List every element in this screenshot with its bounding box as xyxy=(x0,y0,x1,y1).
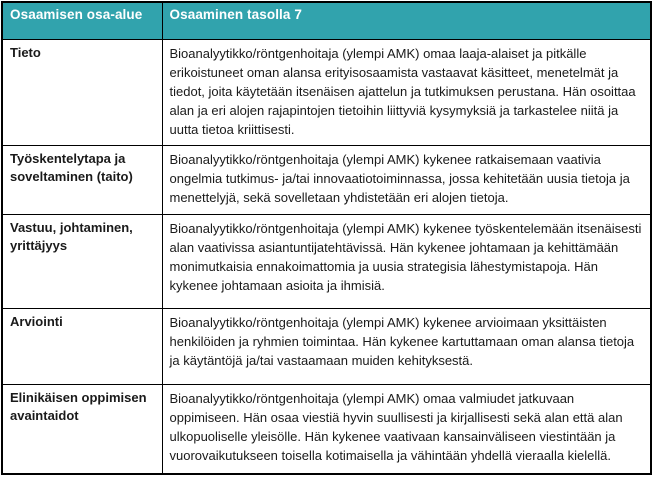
row-area-label: Arviointi xyxy=(2,308,162,384)
row-description: Bioanalyytikko/röntgenhoitaja (ylempi AMK) omaa laaja-alaiset ja pitkälle erikoistuneet oman alansa erityisosaamista vastaavat käsitteet, menetelmät ja tiedot, joita käytetään itsenäisen ajattelun ja tutkimuksen perustana. Hän osoittaa alan ja eri alojen rajapintojen tietoihin liittyviä kysymyksiä ja tarkastelee niitä ja uutta tietoa kriittisesti. xyxy=(162,39,651,145)
header-cell-tasolla-7: Osaaminen tasolla 7 xyxy=(162,2,651,39)
row-area-label: Työskentelytapa ja soveltaminen (taito) xyxy=(2,145,162,214)
row-area-label: Vastuu, johtaminen, yrittäjyys xyxy=(2,214,162,308)
table-row-elinikainen xyxy=(2,384,651,474)
row-description: Bioanalyytikko/röntgenhoitaja (ylempi AMK) omaa valmiudet jatkuvaan oppimiseen. Hän osaa viestiä hyvin suullisesti ja kirjallisesti sekä alan että alan ulkopuoliselle yleisölle. Hän kykenee vaativaan kansainväliseen viestintään ja vuorovaikutukseen toisella kotimaisella ja vähintään yhdellä vieraalla kielellä. xyxy=(162,384,651,474)
row-description: Bioanalyytikko/röntgenhoitaja (ylempi AMK) kykenee ratkaisemaan vaativia ongelmia tutkimus- ja/tai innovaatiotoiminnassa, jossa kehitetään uusia tietoja ja menettelyjä, sekä sovelletaan yhdistetään eri alojen tietoja. xyxy=(162,145,651,214)
row-area-label: Elinikäisen oppimisen avaintaidot xyxy=(2,384,162,474)
row-description: Bioanalyytikko/röntgenhoitaja (ylempi AMK) kykenee työskentelemään itsenäisesti alan vaativissa asiantuntijatehtävissä. Hän kykenee johtamaan ja kehittämään monimutkaisia ennakoimattomia ja uusia strategisia lähestymistapoja. Hän kykenee johtamaan asioita ja ihmisiä. xyxy=(162,214,651,308)
header-row xyxy=(2,2,651,39)
table-row-arviointi xyxy=(2,308,651,384)
table-row-tieto xyxy=(2,39,651,145)
row-area-label: Tieto xyxy=(2,39,162,145)
competence-table xyxy=(1,1,652,475)
table-row-vastuu xyxy=(2,214,651,308)
header-cell-osa-alue: Osaamisen osa-alue xyxy=(2,2,162,39)
row-description: Bioanalyytikko/röntgenhoitaja (ylempi AMK) kykenee arvioimaan yksittäisten henkilöiden ja ryhmien toimintaa. Hän kykenee kartuttamaan oman alansa tietoja ja käytäntöjä ja/tai vastaamaan muiden kehityksestä. xyxy=(162,308,651,384)
table-row-tyoskentelytapa xyxy=(2,145,651,214)
